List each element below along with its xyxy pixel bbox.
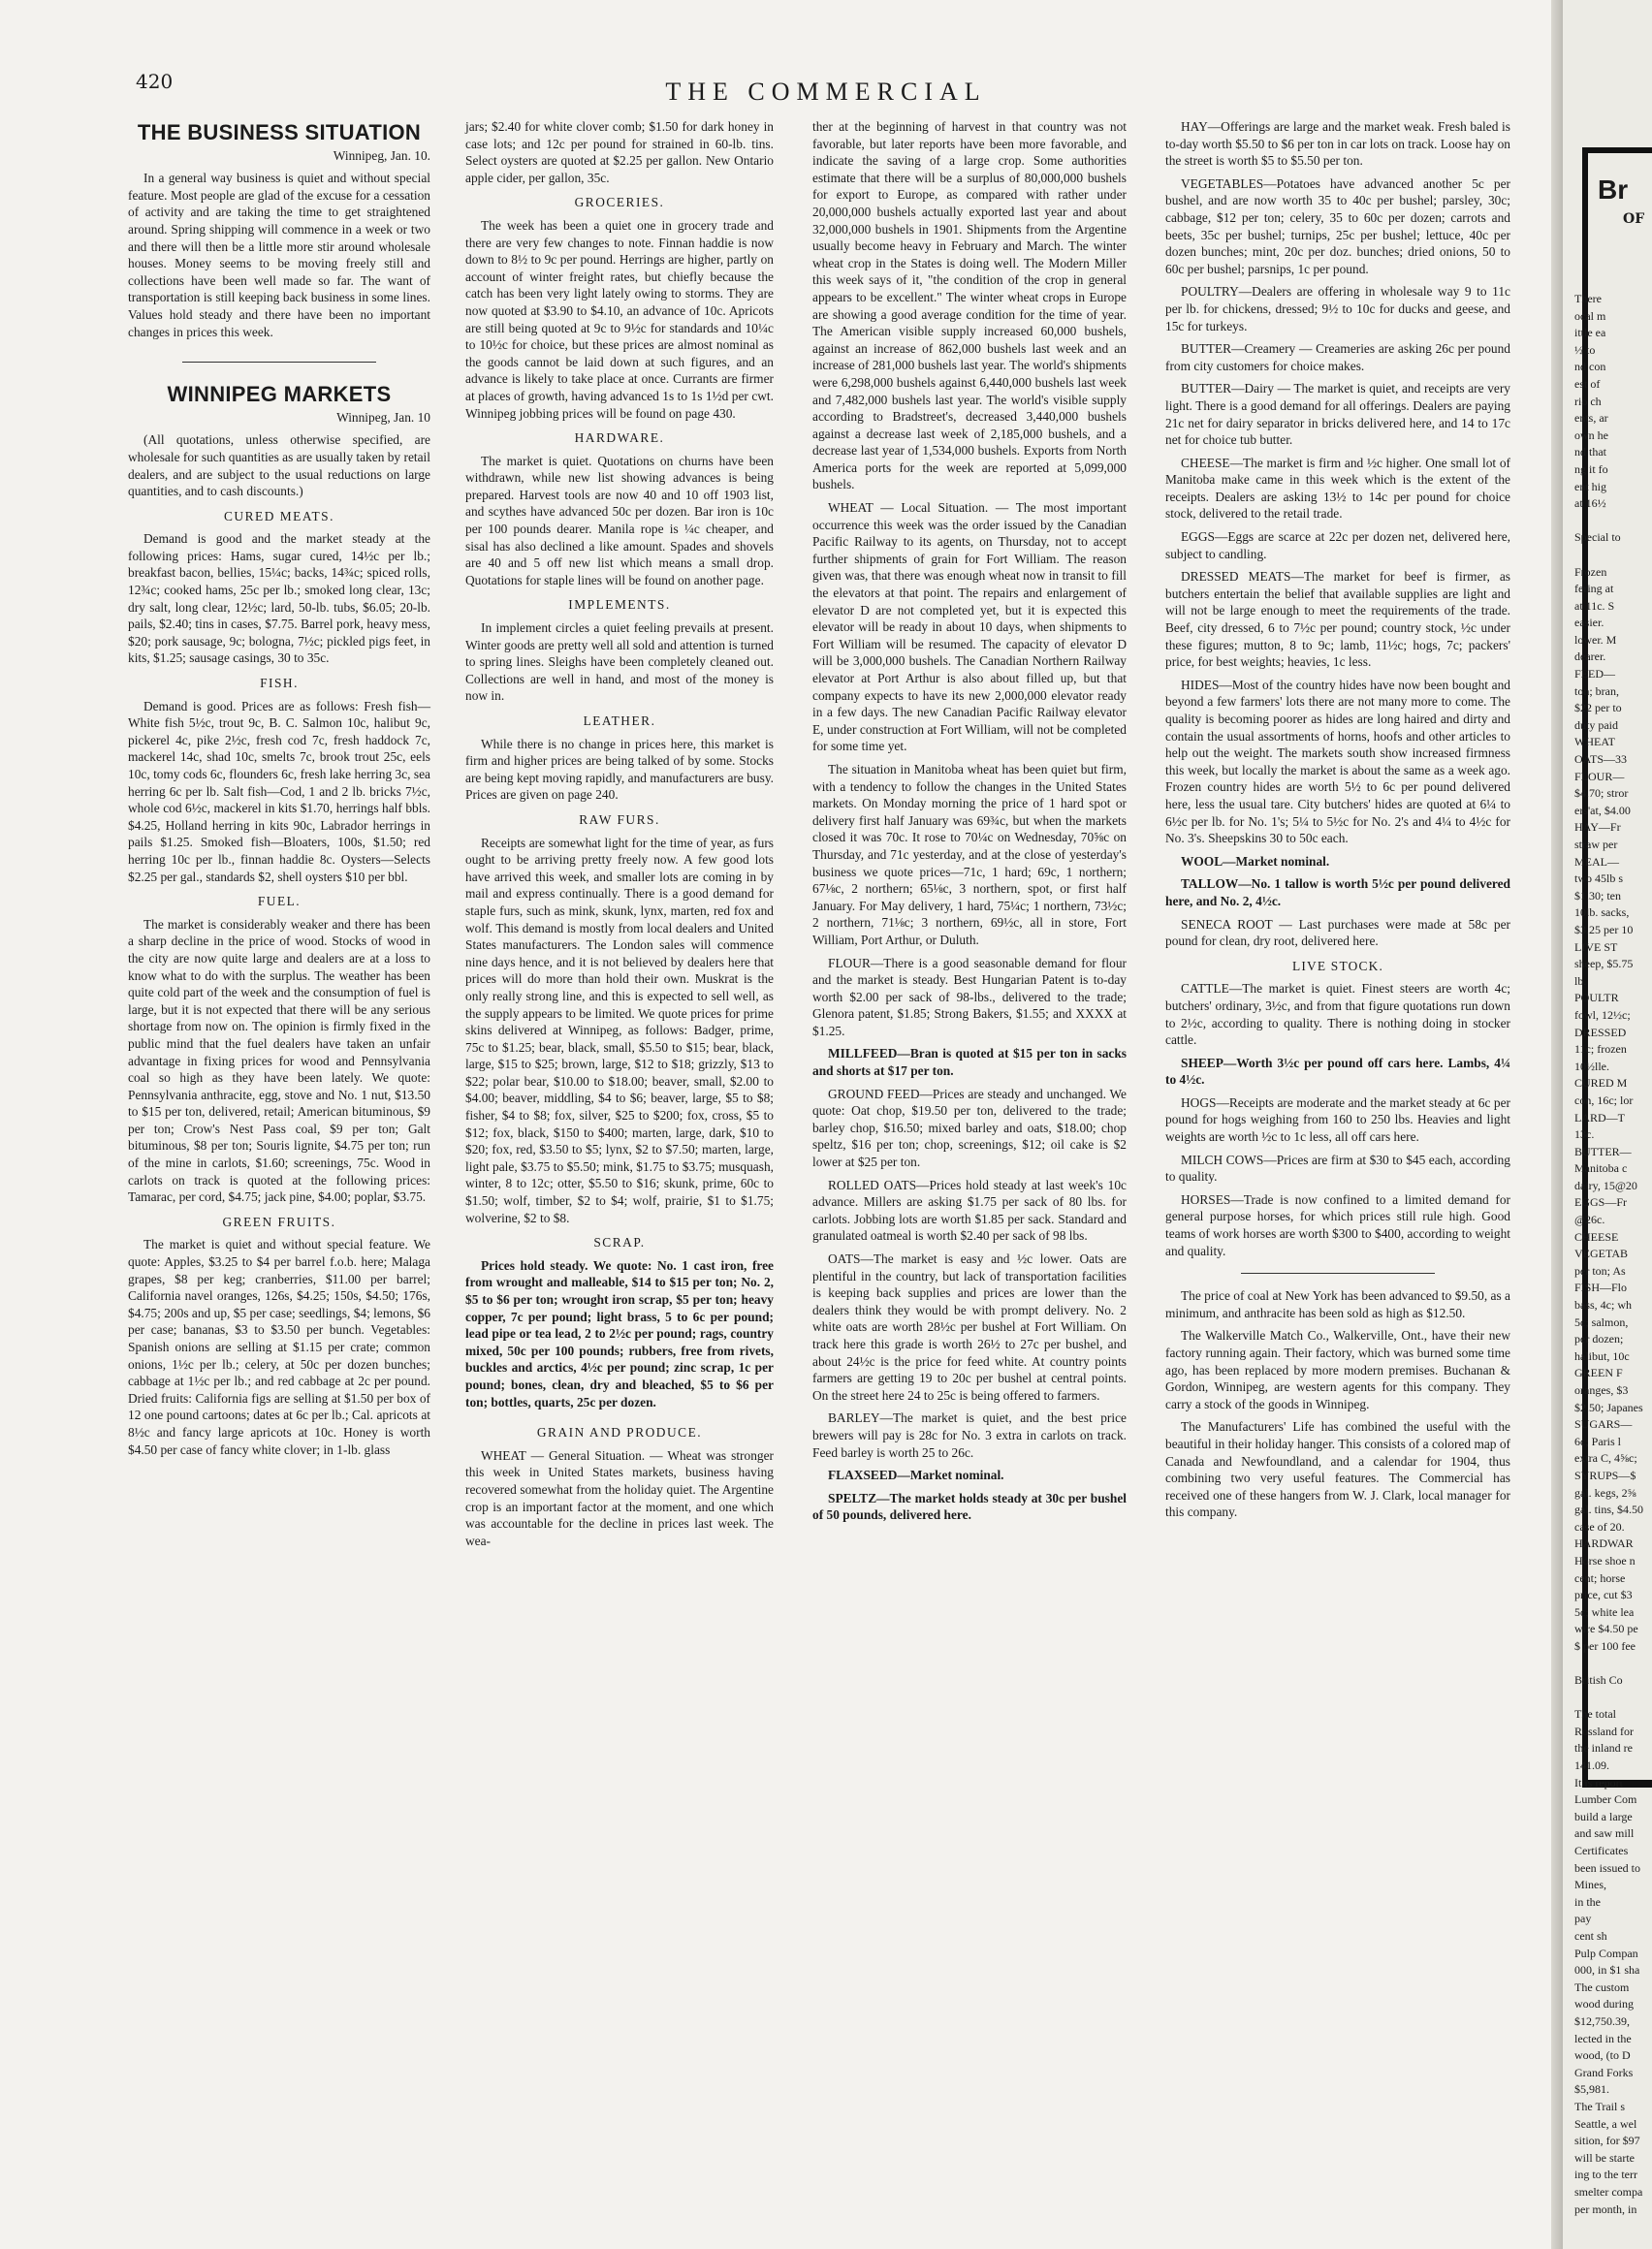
adjacent-page <box>1563 0 1652 2249</box>
adjacent-line: Lumber Com <box>1574 1792 1637 1807</box>
adjacent-line: lected in the <box>1574 2031 1632 2045</box>
adjacent-line: duty paid <box>1574 717 1618 732</box>
hides-text: HIDES—Most of the country hides have now been bought and beyond a few farmers' lots there are not many more to come. The quality is becoming poorer as hides are long haired and dirty and contain the usual assortments of horns, hoofs and other articles to help out the weight. The markets south show increased firmness this week, but locally the market is about the same as a week ago. Frozen country hides are worth 5½ to 6c per pound delivered here, less the usual tare. City butchers' hides are quoted at 6¼ to 6½c per lb. for No. 1's; 5¼ to 5½c for No. 2's and 4¼ to 4½c for No. 3's. Sheepskins 30 to 50c each. <box>1165 677 1510 846</box>
adjacent-line: EGGS—Fr <box>1574 1195 1628 1210</box>
adjacent-line: Pulp Compan <box>1574 1946 1638 1960</box>
butter-dairy-text: BUTTER—Dairy — The market is quiet, and receipts are very light. There is a good demand for all offerings. Dealers are paying 21c net for dairy separator in bricks delivered here, and 14 to 17c net for choice tub butter. <box>1165 381 1510 448</box>
adjacent-line: 11c; frozen <box>1574 1042 1627 1057</box>
adjacent-line: wood during <box>1574 1997 1634 2011</box>
adjacent-line: and saw mill <box>1574 1826 1635 1841</box>
vegetables-text: VEGETABLES—Potatoes have advanced another 5c per bushel, and are now worth 35 to 40c per bushel; parsley, 30c; cabbage, $12 per ton; celery, 35 to 60c per dozen; carrots and beets, 35c per bushel; turnips, 25c per bushel; lettuce, 40c per dozen bunches; mint, 20c per doz. bunches; dried onions, 50 to 60c per bushel; parsnips, 1c per pound. <box>1165 175 1510 276</box>
butter-creamery-text: BUTTER—Creamery — Creameries are asking 26c per pound from city customers for choice makes. <box>1165 341 1510 373</box>
barley-text: BARLEY—The market is quiet, and the best price brewers will pay is 28c for No. 3 extra in carlots on track. Feed barley is worth 25 to 26c. <box>812 1410 1127 1460</box>
adjacent-line: fowl, 12½c; <box>1574 1007 1631 1022</box>
adjacent-line: wire $4.50 pe <box>1574 1622 1638 1636</box>
adjacent-line: the inland re <box>1574 1741 1633 1756</box>
adjacent-line: Seattle, a wel <box>1574 2116 1637 2131</box>
adjacent-line: Grand Forks <box>1574 2065 1634 2079</box>
adjacent-line: The custom <box>1574 1980 1630 1994</box>
adjacent-line: ers'at, $4.00 <box>1574 803 1631 817</box>
adjacent-line: Special to <box>1574 530 1621 545</box>
quotation-note: (All quotations, unless otherwise specified, are wholesale for such quantities as are usually taken by retail dealers, and are subject to the usual reductions on large quantities, and to cash discounts.) <box>128 432 430 499</box>
leather-heading: LEATHER. <box>583 713 656 728</box>
millfeed-text: MILLFEED—Bran is quoted at $15 per ton in sacks and shorts at $17 per ton. <box>812 1046 1127 1079</box>
adjacent-line: ent hig <box>1574 479 1606 493</box>
adjacent-line: at 16½ <box>1574 496 1606 511</box>
masthead: THE COMMERCIAL <box>665 78 987 106</box>
adjacent-line: @26c. <box>1574 1213 1605 1227</box>
adjacent-line: nd that <box>1574 445 1606 459</box>
scrap-heading: SCRAP. <box>593 1235 646 1251</box>
adjacent-line: been issued to <box>1574 1860 1640 1875</box>
adjacent-line: est of <box>1574 376 1601 391</box>
adjacent-line: lower. M <box>1574 632 1617 647</box>
oats-text: OATS—The market is easy and ½c lower. Oats are plentiful in the country, but lack of transportation facilities is keeping back supplies and prices are lower than the dealers think they would be with prompt delivery. No. 2 white oats are worth 28½c per bushel at Fort William. On track here this grade is worth 26½ to 27c per bushel, and about 24½c is the price for feed white. At country points farmers are getting 19 to 20c per bushel at central points. On the street here 24 to 25c is being offered to farmers. <box>812 1251 1127 1403</box>
groceries-heading: GROCERIES. <box>574 195 665 210</box>
adjacent-line: $2.50; Japanes <box>1574 1400 1643 1414</box>
adjacent-line: FISH—Flo <box>1574 1281 1628 1295</box>
cured-meats-heading: CURED MEATS. <box>224 508 334 523</box>
adjacent-line: LARD—T <box>1574 1110 1625 1124</box>
fish-heading: FISH. <box>260 676 299 691</box>
coal-news-text: The price of coal at New York has been advanced to $9.50, as a minimum, and anthracite has been sold as high as $12.50. <box>1165 1288 1510 1320</box>
ground-feed-text: GROUND FEED—Prices are steady and unchanged. We quote: Oat chop, $19.50 per ton, delivered to the trade; barley chop, $16.50; mixed barley and oats, $18.00; chop speltz, $16 per ton; chop, screenings, $12; oil cake is $2 lower at $25 per ton. <box>812 1086 1127 1170</box>
adjacent-page-title: Br <box>1598 174 1629 205</box>
adjacent-line: GREEN F <box>1574 1366 1623 1380</box>
business-situation-title: THE BUSINESS SITUATION <box>137 120 422 144</box>
adjacent-line: halibut, 10c <box>1574 1348 1630 1363</box>
adjacent-line: HARDWAR <box>1574 1536 1634 1551</box>
adjacent-line: ton; bran, <box>1574 683 1619 698</box>
adjacent-line: DRESSED <box>1574 1025 1627 1039</box>
adjacent-line: $12,750.39, <box>1574 2013 1630 2028</box>
adjacent-line: Rossland for <box>1574 1724 1634 1738</box>
adjacent-line: oranges, $3 <box>1574 1383 1629 1397</box>
adjacent-line: ing to the terr <box>1574 2168 1637 2182</box>
match-company-text: The Walkerville Match Co., Walkerville, Ont., have their new factory running again. Their factory, which was burned some time ago, has been replaced by more modern premises. Buchanan & Gordon, Winnipeg, are western agents for this company. They carry a stock of the goods in Winnipeg. <box>1165 1328 1510 1411</box>
column-1 <box>128 118 430 1464</box>
adjacent-page-rule <box>1582 1780 1652 1782</box>
adjacent-line <box>1574 1690 1652 1707</box>
adjacent-line: nd con <box>1574 360 1606 374</box>
implements-heading: IMPLEMENTS. <box>568 597 671 613</box>
adjacent-line: extra C, 4⅝c; <box>1574 1451 1637 1466</box>
adjacent-line: ng it fo <box>1574 461 1608 476</box>
scrap-text: Prices hold steady. We quote: No. 1 cast iron, free from wrought and malleable, $14 to $15 per ton; No. 2, $5 to $6 per ton; wrought iron scrap, $5 per ton; heavy copper, 7c per pound; light brass, 5 to 6c per pound; lead pipe or tea lead, 2 to 2½c per pound; rags, country mixed, 50c per 100 pounds; rubbers, free from rivets, buckles and arctics, 4½c per pound; zinc scrap, 1c per pound; bones, clean, dry and bleached, $5 to $6 per ton; bottles, quarts, 25c per dozen. <box>465 1257 774 1410</box>
adjacent-page-text <box>1574 291 1652 2218</box>
adjacent-line: sition, for $97 <box>1574 2134 1640 2148</box>
live-stock-heading: LIVE STOCK. <box>1291 958 1384 973</box>
adjacent-line: British Co <box>1574 1673 1623 1688</box>
adjacent-line: HAY—Fr <box>1574 820 1621 835</box>
adjacent-line: It is report <box>1574 1775 1623 1790</box>
adjacent-line: CURED M <box>1574 1076 1628 1091</box>
adjacent-line: $5,981. <box>1574 2082 1609 2097</box>
adjacent-line: $4.70; stror <box>1574 786 1629 801</box>
column-4 <box>1165 118 1510 1527</box>
poultry-text: POULTRY—Dealers are offering in wholesale way 9 to 11c per lb. for chickens, dressed; 9½ to 10c for ducks and geese, and 15c for turkeys. <box>1165 284 1510 333</box>
adjacent-line: dearer. <box>1574 649 1606 664</box>
winnipeg-markets-title: WINNIPEG MARKETS <box>167 382 392 407</box>
adjacent-line: pay <box>1574 1912 1592 1926</box>
adjacent-line: ½ to <box>1574 342 1596 357</box>
adjacent-line: in the <box>1574 1894 1601 1909</box>
adjacent-line <box>1574 513 1652 530</box>
business-intro: In a general way business is quiet and without special feature. Most people are glad of the excuse for a cessation of activity and are taking the time to get straightened around. Spring shipping will commence in a week or two and there will then be a little more stir around wholesale houses. Money seems to be moving freely still and collections have been well made so far. The want of transportation is still keeping back business in some lines. Values hold steady and there have been no important changes in prices this week. <box>128 171 430 339</box>
adjacent-line: 10lb. sacks, <box>1574 905 1630 920</box>
dateline: Winnipeg, Jan. 10. <box>333 147 430 163</box>
section-divider <box>1241 1273 1435 1274</box>
adjacent-line: POULTR <box>1574 991 1619 1005</box>
wheat-local-text: WHEAT — Local Situation. — The most important occurrence this week was the order issued by the Canadian Pacific Railway to its agents, on Thursday, not to accept further shipments of grain for Fort William. The reason given was, that there was enough wheat now in transit to fill the elevators at that point. The repairs and enlargement of elevator D are not completed yet, but it is expected this elevator will be ready in about 10 days, when shipments to Fort William will be resumed. The capacity of elevator D will be 3,000,000 bushels. The Canadian Northern Railway elevator at Port Arthur is also about filled up, but that company expects to have its new 2,000,000 elevator ready in a few days. The new Canadian Pacific Railway elevator E, under construction at Fort William, will not be completed for some time yet. <box>812 500 1127 754</box>
adjacent-line: 10½lle. <box>1574 1059 1609 1073</box>
hay-text: HAY—Offerings are large and the market weak. Fresh baled is to-day worth $5.50 to $6 per ton in car lots on track. Loose hay on the street is worth $5 to $5.50 per ton. <box>1165 119 1510 169</box>
adjacent-line <box>1574 1656 1652 1673</box>
adjacent-line: CHEESE <box>1574 1229 1619 1244</box>
flour-text: FLOUR—There is a good seasonable demand for flour and the market is steady. Best Hungarian Patent is to-day worth $2.00 per sack of 98-lbs., delivered to the trade; Glenora patent, $1.85; Strong Bakers, $1.55; and XXXX at $1.25. <box>812 955 1127 1038</box>
eggs-text: EGGS—Eggs are scarce at 22c per dozen net, delivered here, subject to candling. <box>1165 529 1510 561</box>
green-fruits-text: The market is quiet and without special feature. We quote: Apples, $3.25 to $4 per barrel f.o.b. here; Malaga grapes, $8 per keg; cranberries, $11.00 per barrel; California navel oranges, 126s, $4.25; 150s, $4.50; 176s, $4.75; 200s and up, $5 per case; seedlings, $4; lemons, $6 per case; bananas, $3 to $3.50 per bunch. Vegetables: Spanish onions are selling at $1.15 per crate; common onions, 1½c per lb.; celery, at 50c per dozen bunches; cabbage at 1½c per lb.; and red cabbage at 2c per pound. Dried fruits: California figs are selling at $1.50 per box of 12 one pound cartoons; dates at 6c per lb.; Cal. apricots at 8½c and fancy large apricots at 10c. Honey is worth $4.50 per case of fancy white clover; in 1-lb. glass <box>128 1237 430 1457</box>
implements-text: In implement circles a quiet feeling prevails at present. Winter goods are pretty well all sold and attention is turned to spring lines. Sleighs have been completely cleaned out. Collections are well in hand, and most of the money is now in. <box>465 620 774 704</box>
adjacent-line: 000, in $1 sha <box>1574 1963 1640 1978</box>
adjacent-line: 13c. <box>1574 1127 1595 1142</box>
adjacent-line: cent sh <box>1574 1929 1607 1943</box>
hardware-heading: HARDWARE. <box>574 430 665 446</box>
adjacent-line: will be starte <box>1574 2150 1635 2165</box>
adjacent-line: 6c; Paris l <box>1574 1434 1621 1448</box>
adjacent-line: rio ch <box>1574 394 1602 408</box>
adjacent-line: wood, (to D <box>1574 2048 1631 2063</box>
adjacent-line: gal. tins, $4.50 <box>1574 1503 1643 1517</box>
adjacent-line: lb. <box>1574 973 1587 988</box>
adjacent-line: easier. <box>1574 616 1604 630</box>
adjacent-line: bass, 4c; wh <box>1574 1298 1632 1313</box>
adjacent-line: dairy, 15@20 <box>1574 1178 1637 1192</box>
rolled-oats-text: ROLLED OATS—Prices hold steady at last week's 10c advance. Millers are asking $1.75 per sack of 80 lbs. for carlots. Jobbing lots are worth $1.85 per sack. Standard and granulated oatmeal is worth $2.40 per sack of 98 lbs. <box>812 1177 1127 1244</box>
wool-text: WOOL—Market nominal. <box>1181 853 1330 869</box>
leather-text: While there is no change in prices here, this market is firm and higher prices are being talked of by some. Stocks are being kept moving rapidly, and manufacturers are busy. Prices are given on page 240. <box>465 736 774 803</box>
adjacent-line: sheep, $5.75 <box>1574 957 1634 971</box>
markets-dateline: Winnipeg, Jan. 10 <box>336 409 430 425</box>
adjacent-line: cent; horse <box>1574 1570 1626 1585</box>
adjacent-line: BUTTER— <box>1574 1144 1632 1158</box>
adjacent-line: Frozen <box>1574 564 1607 579</box>
hogs-text: HOGS—Receipts are moderate and the market steady at 6c per pound for hogs weighing from 160 to 250 lbs. Heavies and light weights are worth ½c to 1c less, all off cars here. <box>1165 1094 1510 1145</box>
wheat-continuation: ther at the beginning of harvest in that country was not favorable, but later reports have been more favorable, and indicate the saving of a large crop. Some authorities estimate that there will be a surplus of 80,000,000 bushels for export to Europe, as compared with rather under 20,000,000 bushels actually exported last year and about 32,000,000 bushels in 1901. Shipments from the Argentine usually become heavy in February and March. The winter wheat crop in the States is doing well. The Modern Miller this week says of it, "the condition of the crop in general appears to be excellent." The winter wheat crops in Europe are showing a good average condition for the time of year. The American visible supply increased 60,000 bushels, against an increase of 862,000 bushels last week and an increase of 281,000 bushels last year. The world's shipments were 6,298,000 bushels against 6,440,000 bushels last week and 7,482,000 bushels last year. The world's visible supply according to Bradstreet's, decreased 3,440,000 bushels against a decrease last week of 2,185,000 bushels, and a decrease last year of 1,534,000 bushels. Exports from North America ports for the week are reported at 5,099,000 bushels. <box>812 119 1127 492</box>
fish-text: Demand is good. Prices are as follows: Fresh fish—White fish 5½c, trout 9c, B. C. Salmon 10c, halibut 9c, pickerel 4c, pike 2½c, fresh cod 7c, fresh haddock 7c, mackerel 14c, shad 10c, smelts 7c, brook trout 25c, eels 10c, tomy cods 6c, flounders 6c, fresh lake herring 3c, sea herring 6c per lb. Salt fish—Cod, 1 and 2 lb. bricks 7½c, whole cod 6½c, mackerel in kits $1.70, herrings half bbls. $4.25, Holland herring in kits 90c, Labrador herrings in pails $1.25. Smoked fish—Bloaters, 100s, $1.50; red herring 10c per lb., finnan haddie 8c. Oysters—Selects $2.25 per gal., standards $2, shell oysters $10 per bbl. <box>128 698 430 884</box>
adjacent-line: VEGETAB <box>1574 1247 1629 1261</box>
adjacent-line: ocal m <box>1574 308 1606 323</box>
adjacent-line <box>1574 547 1652 564</box>
adjacent-line: OATS—33 <box>1574 752 1628 767</box>
green-fruits-heading: GREEN FRUITS. <box>222 1214 336 1229</box>
honey-continuation: jars; $2.40 for white clover comb; $1.50 for dark honey in case lots; and 12c per pound for strained in 60-lb. tins. Select oysters are quoted at $2.25 per gallon. New Ontario apple cider, per gallon, 35c. <box>465 119 774 185</box>
adjacent-line: straw per <box>1574 838 1618 851</box>
cheese-text: CHEESE—The market is firm and ½c higher. One small lot of Manitoba make came in this week which is the extent of the receipts. Dealers are asking 13½ to 14c per pound for choice stock, delivered to the retail trade. <box>1165 455 1510 522</box>
dressed-meats-text: DRESSED MEATS—The market for beef is firmer, as butchers entertain the belief that available supplies are light and will not be large enough to meet the requirements of the trade. Beef, city dressed, 6 to 7½c per pound; country stock, ½c under these figures; mutton, 8 to 9c; lamb, 11½c; hogs, 7c; packers' price, for best weights; heavies, 1c less. <box>1165 569 1510 670</box>
adjacent-line: 141.09. <box>1574 1758 1609 1773</box>
adjacent-line: $22 per to <box>1574 701 1622 715</box>
adjacent-line: $3.25 per 10 <box>1574 922 1634 936</box>
fuel-heading: FUEL. <box>257 894 302 909</box>
adjacent-line: fering at <box>1574 582 1614 596</box>
raw-furs-heading: RAW FURS. <box>579 811 660 827</box>
seneca-root-text: SENECA ROOT — Last purchases were made at 58c per pound for clean, dry root, delivered here. <box>1165 916 1510 949</box>
adjacent-line: ittle ea <box>1574 326 1606 340</box>
raw-furs-text: Receipts are somewhat light for the time of year, as furs ought to be arriving pretty freely now. A few good lots have arrived this week, and smaller lots are coming in by mail and express continually. There is a good demand for staple furs, such as mink, skunk, lynx, marten, red fox and wolf. This demand is mostly from local dealers and United States manufacturers. The London sales will commence nine days hence, and it is not believed by dealers here that prices will do more than hold their own. Muskrat is the only really strong line, and this is expected to sell well, as the supply appears to be limited. We quote prices for prime skins delivered at Winnipeg, as follows: Badger, prime, 75c to $1.25; bear, black, small, $5.50 to $15; bear, black, large, $15 to $25; brown, large, $12 to $18; grizzly, $13 to $22; polar bear, $10.00 to $18.00; beaver, small, $2.00 to $4.00; beaver, middling, $4 to $6; beaver, large, $5 to $8; fisher, $4 to $8; fox, silver, $25 to $200; fox, cross, $5 to $12; fox, black, $150 to $400; marten, large, dark, $10 to $20; fox, red, $3.50 to $5; lynx, $2 to $7.50; marten, large, light pale, $3.75 to $5.50; mink, $1.75 to $3.75; musquash, winter, 8 to 12c; otter, $5.50 to $16; skunk, prime, 60c to $1.50; wolf, timber, $2 to $4; wolf, prairie, $1 to $1.75; wolverine, $2 to $8. <box>465 835 774 1225</box>
adjacent-line: SYRUPS—$ <box>1574 1468 1636 1482</box>
cattle-text: CATTLE—The market is quiet. Finest steers are worth 4c; butchers' ordinary, 3½c, and from that figure quotations run down to 2½c, according to quality. There is nothing doing in stocker cattle. <box>1165 981 1510 1048</box>
section-divider <box>182 362 376 363</box>
groceries-text: The week has been a quiet one in grocery trade and there are very few changes to note. Finnan haddie is now down to 8½ to 9c per pound. Herrings are higher, partly on account of winter freight rates, but chiefly because the catch has been very light lately owing to storms. They are now quoted at $3.90 to $4.10, an advance of 10c. Apricots are still being quoted at 9c to 9½c for standards and 10¼c to 10½c for choice, but these prices are almost nominal as the goods cannot be laid down at such figures, and an advance is likely to take place at once. Currants are firmer at places of growth, having advanced 1s to 1s 1½d per cwt. Winnipeg jobbing prices will be found on page 430. <box>465 217 774 421</box>
adjacent-line: $1.30; ten <box>1574 888 1621 903</box>
adjacent-line: smelter compa <box>1574 2184 1643 2199</box>
adjacent-line: WHEAT <box>1574 735 1615 749</box>
manitoba-wheat-text: The situation in Manitoba wheat has been quiet but firm, with a tendency to follow the changes in the United States markets. On Monday morning the price of 1 hard spot or delivery first half January was 69¾c, but when the markets closed it was 70c. It rose to 70¼c on Wednesday, 70⅝c on Thursday, and 71c yesterday, and at the close of yesterday's business we quote prices—71c, 1 hard; 69c, 1 northern; 67⅛c, 2 northern; 65⅛c, 3 northern, spot, or first half January. For May delivery, 1 hard, 75¼c; 1 northern, 73½c; 2 northern, 71⅛c; 3 northern, 69½c, all in store, Fort William, Port Arthur, or Duluth. <box>812 761 1127 947</box>
column-2 <box>465 118 774 1555</box>
flaxseed-text: FLAXSEED—Market nominal. <box>828 1468 1004 1483</box>
tallow-text: TALLOW—No. 1 tallow is worth 5½c per pound delivered here, and No. 2, 4½c. <box>1165 876 1510 908</box>
adjacent-line: The Trail s <box>1574 2099 1626 2113</box>
manufacturers-life-text: The Manufacturers' Life has combined the useful with the beautiful in their holiday hanger. This consists of a colored map of Canada and Newfoundland, and a calendar for 1904, thus combining two very useful features. The Commercial has received one of these hangers from W. J. Clark, local manager for this company. <box>1165 1419 1511 1520</box>
wheat-general-text: WHEAT — General Situation. — Wheat was stronger this week in United States markets, business having recovered somewhat from the holiday quiet. The Argentine crop is an important factor at the moment, and one which was accountable for the decline in prices last week. The wea- <box>465 1447 774 1548</box>
adjacent-line: FEED— <box>1574 667 1615 681</box>
adjacent-line: build a large <box>1574 1809 1633 1823</box>
adjacent-line: Horse shoe n <box>1574 1553 1636 1568</box>
adjacent-line: con, 16c; lor <box>1574 1093 1634 1107</box>
adjacent-line: at 11c. S <box>1574 598 1615 613</box>
adjacent-line: Mines, <box>1574 1878 1606 1892</box>
fuel-text: The market is considerably weaker and there has been a sharp decline in the price of wood. Stocks of wood in the city are now quite large and dealers are at a loss to know what to do with the surplus. The weather has been quite cold part of the week and the consumption of fuel is large, but it is not expected that there will be any serious shortage from now on. The opinion is firmly fixed in the public mind that the fuel dealers have taken an unfair advantage in fixing prices for wood and Pennsylvania coal so high as they have been lately. We quote: Pennsylvania anthracite, egg, stove and No. 1 nut, $13.50 to $15 per ton, delivered, retail; American bituminous, $9 per ton; Crow's Nest Pass coal, $9 per ton; Galt bituminous, $8 per ton; Souris lignite, $4.75 per ton; run of the mine in carlots, $1.60; screenings, 75c. Wood in carlots on track is quoted at the following prices: Tamarac, per cord, $4.75; jack pine, $4.00; poplar, $3.75. <box>128 916 430 1205</box>
speltz-text: SPELTZ—The market holds steady at 30c per bushel of 50 pounds, delivered here. <box>812 1490 1127 1523</box>
adjacent-line: two 45lb s <box>1574 871 1624 886</box>
adjacent-line: 5c; white lea <box>1574 1604 1635 1619</box>
adjacent-line: MEAL— <box>1574 854 1619 869</box>
adjacent-line: FLOUR— <box>1574 769 1625 783</box>
adjacent-line: 5c; salmon, <box>1574 1315 1629 1329</box>
adjacent-line: gal. kegs, 2⅝ <box>1574 1485 1636 1500</box>
adjacent-line: ents, ar <box>1574 411 1608 426</box>
adjacent-line: Certificates <box>1574 1844 1629 1858</box>
adjacent-page-subtitle: OF <box>1623 211 1645 227</box>
adjacent-line: $ per 100 fee <box>1574 1638 1636 1653</box>
hardware-text: The market is quiet. Quotations on churns have been withdrawn, while new list showing advances is being prepared. Harvest tools are now 40 and 10 off 1903 list, and scythes have advanced 50c per dozen. Bar iron is 10c per 100 pounds dearer. Manila rope is ¼c cheaper, and sisal has also declined a like amount. Spades and shovels are 40 and 5 off new list which means a small drop. Quotations for staple lines will be found on another page. <box>465 453 774 587</box>
cured-meats-text: Demand is good and the market steady at the following prices: Hams, sugar cured, 14½c per lb.; breakfast bacon, bellies, 15¼c; backs, 14¾c; spiced rolls, 12¾c; cooked hams, 25c per lb.; smoked long clear, 13c; dry salt, long clear, 12½c; lard, 50-lb. tubs, $6.05; 20-lb. pails, $2.40; tins in cases, $7.75. Barrel pork, heavy mess, $20; pork sausage, 9c; bologna, 7½c; pickled pigs feet, in kits, $1.25; sausage casings, 30 to 35c. <box>128 531 430 666</box>
grain-produce-heading: GRAIN AND PRODUCE. <box>536 1425 703 1441</box>
column-3 <box>812 118 1127 1530</box>
adjacent-line: price, cut $3 <box>1574 1588 1633 1602</box>
adjacent-line: LIVE ST <box>1574 939 1618 954</box>
page-number: 420 <box>136 70 174 93</box>
adjacent-line: Manitoba c <box>1574 1161 1628 1176</box>
adjacent-line: SUGARS— <box>1574 1417 1633 1432</box>
sheep-text: SHEEP—Worth 3½c per pound off cars here. Lambs, 4¼ to 4½c. <box>1165 1055 1510 1088</box>
adjacent-line: own he <box>1574 428 1608 442</box>
adjacent-line: per month, in <box>1574 2201 1637 2216</box>
adjacent-line: case of 20. <box>1574 1519 1625 1534</box>
adjacent-line: per ton; As <box>1574 1263 1626 1278</box>
adjacent-line: There <box>1574 292 1602 305</box>
milch-cows-text: MILCH COWS—Prices are firm at $30 to $45 each, according to quality. <box>1165 1152 1510 1185</box>
adjacent-line: The total <box>1574 1707 1616 1722</box>
adjacent-line: per dozen; <box>1574 1332 1624 1346</box>
page-gutter <box>1551 0 1563 2249</box>
horses-text: HORSES—Trade is now confined to a limited demand for general purpose horses, for which prices still rule high. Good teams of work horses are worth $300 to $400, according to weight and quality. <box>1165 1191 1510 1258</box>
